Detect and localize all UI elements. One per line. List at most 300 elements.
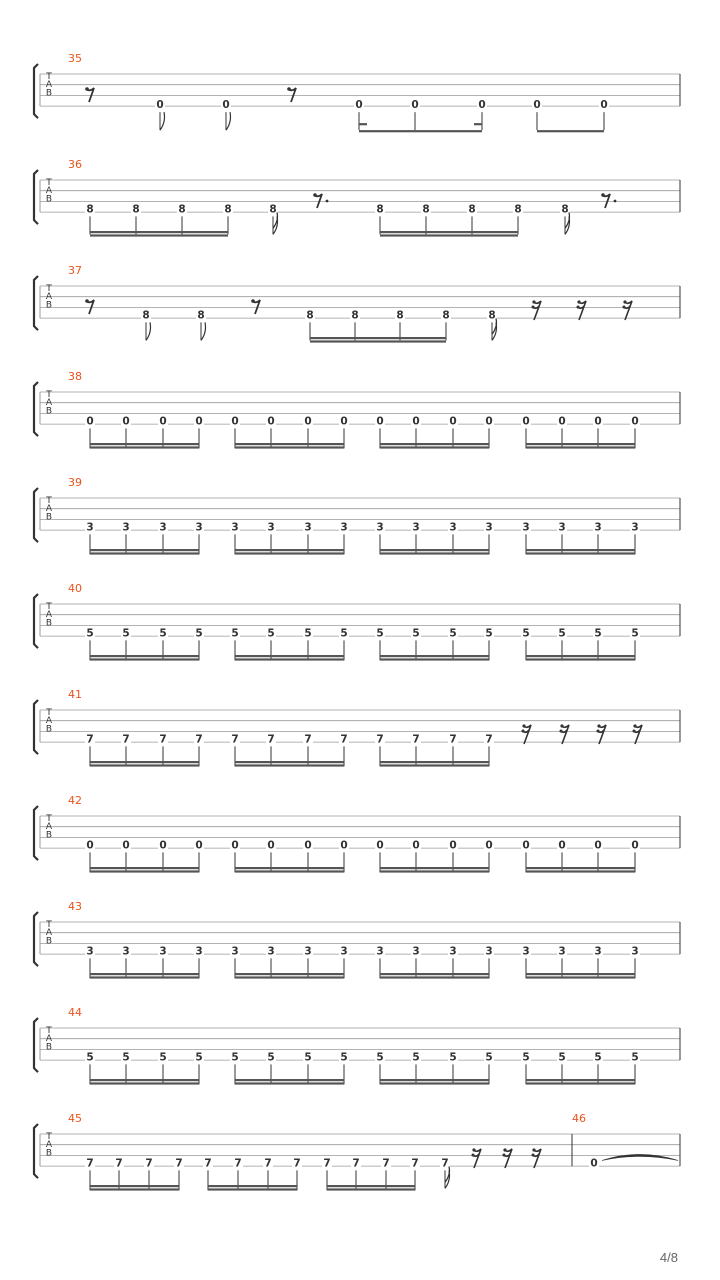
measure-number: 41 [68, 688, 82, 701]
note-beam [526, 867, 635, 869]
measure-number: 39 [68, 476, 82, 489]
fret-number: 3 [449, 521, 457, 534]
fret-number: 5 [485, 627, 493, 640]
rest-dot [614, 200, 617, 203]
fret-number: 7 [145, 1157, 153, 1170]
note-beam [537, 130, 604, 132]
fret-number: 0 [412, 415, 420, 428]
note-beam [526, 658, 635, 660]
fret-number: 5 [449, 1051, 457, 1064]
note-flag [226, 112, 231, 130]
fret-number: 5 [86, 1051, 94, 1064]
sixteenth-rest [522, 724, 525, 727]
note-beam [90, 764, 199, 766]
fret-number: 3 [522, 945, 530, 958]
fret-number: 7 [175, 1157, 183, 1170]
fret-number: 3 [631, 521, 639, 534]
fret-number: 7 [412, 733, 420, 746]
fret-number: 7 [340, 733, 348, 746]
fret-number: 5 [231, 627, 239, 640]
fret-number: 3 [449, 945, 457, 958]
note-beam [90, 870, 199, 872]
clef-letter: B [45, 406, 53, 417]
fret-number: 8 [561, 203, 569, 216]
system-bracket [34, 1018, 38, 1072]
sixteenth-rest [503, 1149, 512, 1168]
note-beam [380, 552, 489, 554]
system-bracket [34, 912, 38, 966]
note-beam [235, 764, 344, 766]
clef-letter: T [46, 814, 52, 824]
fret-number: 5 [485, 1051, 493, 1064]
fret-number: 0 [411, 99, 419, 112]
clef-letter: A [45, 716, 53, 727]
system-bracket [34, 64, 38, 118]
fret-number: 5 [631, 627, 639, 640]
fret-number: 0 [485, 415, 493, 428]
note-beam [90, 867, 199, 869]
fret-number: 7 [411, 1157, 419, 1170]
clef-letter: A [45, 1140, 53, 1151]
fret-number: 3 [195, 945, 203, 958]
fret-number: 5 [267, 1051, 275, 1064]
clef-letter: B [45, 830, 53, 841]
sixteenth-rest [560, 725, 569, 744]
fret-number: 5 [376, 1051, 384, 1064]
fret-number: 3 [231, 945, 239, 958]
fret-number: 8 [197, 309, 205, 322]
fret-number: 3 [304, 521, 312, 534]
eighth-rest [85, 299, 89, 303]
fret-number: 3 [412, 521, 420, 534]
sixteenth-rest [532, 1154, 535, 1157]
note-flag [146, 322, 151, 340]
fret-number: 5 [558, 1051, 566, 1064]
note-beam [235, 552, 344, 554]
system-bracket [34, 700, 38, 754]
sixteenth-rest [577, 301, 586, 320]
sixteenth-rest [597, 725, 606, 744]
note-beam [90, 1082, 199, 1084]
note-beam [310, 337, 446, 339]
note-beam [90, 1079, 199, 1081]
fret-number: 7 [195, 733, 203, 746]
fret-number: 7 [264, 1157, 272, 1170]
sixteenth-rest [532, 300, 535, 303]
fret-number: 5 [340, 627, 348, 640]
fret-number: 7 [115, 1157, 123, 1170]
note-beam [327, 1188, 415, 1190]
fret-number: 3 [340, 945, 348, 958]
measure-number: 43 [68, 900, 82, 913]
fret-number: 8 [178, 203, 186, 216]
sixteenth-rest [623, 301, 632, 320]
note-beam [359, 130, 482, 132]
sixteenth-rest [532, 306, 535, 309]
fret-number: 8 [269, 203, 277, 216]
clef-letter: T [46, 496, 52, 506]
note-beam [235, 658, 344, 660]
fret-number: 7 [231, 733, 239, 746]
fret-number: 0 [590, 1157, 598, 1170]
note-beam [359, 123, 367, 125]
note-beam [380, 658, 489, 660]
note-beam [526, 446, 635, 448]
fret-number: 0 [159, 839, 167, 852]
note-beam [235, 443, 344, 445]
fret-number: 5 [304, 1051, 312, 1064]
fret-number: 8 [224, 203, 232, 216]
note-beam [235, 761, 344, 763]
note-beam [380, 549, 489, 551]
fret-number: 8 [442, 309, 450, 322]
clef-letter: T [46, 602, 52, 612]
note-beam [90, 446, 199, 448]
system-bracket [34, 382, 38, 436]
note-beam [235, 870, 344, 872]
fret-number: 0 [449, 415, 457, 428]
fret-number: 0 [558, 839, 566, 852]
measure-number: 46 [572, 1112, 586, 1125]
fret-number: 3 [231, 521, 239, 534]
fret-number: 3 [594, 945, 602, 958]
sixteenth-rest [597, 730, 600, 733]
fret-number: 5 [522, 1051, 530, 1064]
eighth-rest [313, 193, 317, 197]
fret-number: 0 [159, 415, 167, 428]
clef-letter: A [45, 292, 53, 303]
fret-number: 3 [122, 945, 130, 958]
clef-letter: A [45, 928, 53, 939]
clef-letter: B [45, 1148, 53, 1159]
clef-letter: B [45, 194, 53, 205]
note-beam [380, 976, 489, 978]
fret-number: 8 [86, 203, 94, 216]
fret-number: 0 [631, 415, 639, 428]
fret-number: 0 [340, 415, 348, 428]
note-beam [235, 655, 344, 657]
page-number: 4/8 [659, 1250, 678, 1265]
fret-number: 8 [306, 309, 314, 322]
fret-number: 7 [485, 733, 493, 746]
note-flag [201, 322, 206, 340]
fret-number: 7 [86, 733, 94, 746]
note-beam [526, 549, 635, 551]
fret-number: 0 [594, 415, 602, 428]
note-beam [380, 764, 489, 766]
fret-number: 3 [267, 521, 275, 534]
measure-number: 44 [68, 1006, 82, 1019]
fret-number: 5 [558, 627, 566, 640]
sixteenth-rest [532, 1149, 541, 1168]
note-beam [474, 123, 482, 125]
clef-letter: T [46, 1132, 52, 1142]
fret-number: 8 [132, 203, 140, 216]
note-beam [380, 870, 489, 872]
fret-number: 8 [396, 309, 404, 322]
sixteenth-rest [560, 730, 563, 733]
system-bracket [34, 806, 38, 860]
note-beam [526, 973, 635, 975]
clef-letter: A [45, 398, 53, 409]
fret-number: 5 [195, 627, 203, 640]
fret-number: 5 [449, 627, 457, 640]
clef-letter: B [45, 512, 53, 523]
measure-number: 42 [68, 794, 82, 807]
sixteenth-rest [560, 724, 563, 727]
fret-number: 0 [222, 99, 230, 112]
fret-number: 5 [195, 1051, 203, 1064]
measure-number: 45 [68, 1112, 82, 1125]
measure-number: 37 [68, 264, 82, 277]
note-beam [90, 976, 199, 978]
fret-number: 0 [412, 839, 420, 852]
fret-number: 7 [122, 733, 130, 746]
note-beam [235, 549, 344, 551]
note-beam [90, 655, 199, 657]
clef-letter: T [46, 708, 52, 718]
note-beam [380, 655, 489, 657]
fret-number: 5 [594, 627, 602, 640]
fret-number: 7 [323, 1157, 331, 1170]
note-beam [526, 1079, 635, 1081]
fret-number: 0 [533, 99, 541, 112]
clef-letter: A [45, 610, 53, 621]
fret-number: 0 [594, 839, 602, 852]
fret-number: 5 [86, 627, 94, 640]
clef-letter: T [46, 178, 52, 188]
fret-number: 7 [204, 1157, 212, 1170]
eighth-rest [251, 299, 255, 303]
clef-letter: T [46, 390, 52, 400]
sixteenth-rest [522, 730, 525, 733]
clef-letter: B [45, 618, 53, 629]
fret-number: 7 [234, 1157, 242, 1170]
note-beam [90, 552, 199, 554]
clef-letter: A [45, 186, 53, 197]
fret-number: 8 [376, 203, 384, 216]
fret-number: 5 [412, 1051, 420, 1064]
clef-letter: A [45, 822, 53, 833]
system-bracket [34, 488, 38, 542]
clef-letter: B [45, 936, 53, 947]
note-beam [380, 867, 489, 869]
fret-number: 8 [422, 203, 430, 216]
fret-number: 5 [122, 1051, 130, 1064]
note-beam [380, 231, 518, 233]
sixteenth-rest [633, 725, 642, 744]
clef-letter: B [45, 300, 53, 311]
fret-number: 3 [122, 521, 130, 534]
note-beam [90, 1185, 179, 1187]
measure-number: 40 [68, 582, 82, 595]
note-beam [90, 973, 199, 975]
note-beam [380, 1082, 489, 1084]
note-beam [380, 234, 518, 236]
fret-number: 8 [488, 309, 496, 322]
fret-number: 0 [355, 99, 363, 112]
note-beam [235, 867, 344, 869]
clef-letter: B [45, 88, 53, 99]
fret-number: 0 [304, 839, 312, 852]
rest-dot [326, 200, 329, 203]
fret-number: 8 [351, 309, 359, 322]
clef-letter: T [46, 1026, 52, 1036]
fret-number: 0 [376, 415, 384, 428]
sixteenth-rest [503, 1154, 506, 1157]
fret-number: 0 [195, 415, 203, 428]
clef-letter: A [45, 1034, 53, 1045]
fret-number: 7 [304, 733, 312, 746]
fret-number: 0 [449, 839, 457, 852]
fret-number: 0 [631, 839, 639, 852]
fret-number: 0 [86, 415, 94, 428]
fret-number: 3 [558, 521, 566, 534]
clef-letter: T [46, 72, 52, 82]
fret-number: 0 [485, 839, 493, 852]
note-flag [160, 112, 165, 130]
fret-number: 0 [376, 839, 384, 852]
note-beam [208, 1188, 297, 1190]
sixteenth-rest [633, 724, 636, 727]
fret-number: 0 [522, 839, 530, 852]
fret-number: 3 [485, 945, 493, 958]
fret-number: 3 [304, 945, 312, 958]
note-beam [526, 870, 635, 872]
note-beam [90, 443, 199, 445]
fret-number: 5 [340, 1051, 348, 1064]
sixteenth-rest [532, 1148, 535, 1151]
system-bracket [34, 170, 38, 224]
sixteenth-rest [532, 301, 541, 320]
note-beam [90, 1188, 179, 1190]
fret-number: 5 [376, 627, 384, 640]
fret-number: 3 [159, 521, 167, 534]
fret-number: 8 [468, 203, 476, 216]
clef-letter: B [45, 724, 53, 735]
fret-number: 5 [267, 627, 275, 640]
eighth-rest [85, 87, 89, 91]
sixteenth-rest [623, 306, 626, 309]
fret-number: 7 [159, 733, 167, 746]
fret-number: 5 [122, 627, 130, 640]
clef-letter: A [45, 504, 53, 515]
sixteenth-rest [623, 300, 626, 303]
fret-number: 3 [86, 945, 94, 958]
sixteenth-rest [577, 306, 580, 309]
fret-number: 0 [478, 99, 486, 112]
note-beam [235, 1079, 344, 1081]
note-beam [90, 234, 228, 236]
fret-number: 5 [594, 1051, 602, 1064]
note-beam [526, 976, 635, 978]
note-beam [235, 976, 344, 978]
note-beam [235, 973, 344, 975]
fret-number: 0 [122, 415, 130, 428]
note-beam [208, 1185, 297, 1187]
system-bracket [34, 276, 38, 330]
fret-number: 0 [340, 839, 348, 852]
measure-number: 35 [68, 52, 82, 65]
eighth-rest [287, 87, 291, 91]
fret-number: 0 [558, 415, 566, 428]
fret-number: 0 [195, 839, 203, 852]
system-bracket [34, 1124, 38, 1178]
fret-number: 5 [631, 1051, 639, 1064]
fret-number: 5 [231, 1051, 239, 1064]
sixteenth-rest [633, 730, 636, 733]
fret-number: 7 [293, 1157, 301, 1170]
note-beam [380, 446, 489, 448]
fret-number: 8 [142, 309, 150, 322]
note-beam [310, 340, 446, 342]
fret-number: 8 [514, 203, 522, 216]
fret-number: 3 [558, 945, 566, 958]
fret-number: 0 [267, 839, 275, 852]
fret-number: 0 [267, 415, 275, 428]
fret-number: 3 [195, 521, 203, 534]
fret-number: 7 [441, 1157, 449, 1170]
note-beam [235, 1082, 344, 1084]
clef-letter: B [45, 1042, 53, 1053]
note-beam [526, 655, 635, 657]
fret-number: 0 [86, 839, 94, 852]
eighth-rest [601, 193, 605, 197]
sixteenth-rest [577, 300, 580, 303]
fret-number: 5 [159, 627, 167, 640]
fret-number: 3 [267, 945, 275, 958]
fret-number: 3 [376, 945, 384, 958]
note-beam [327, 1185, 415, 1187]
note-beam [90, 658, 199, 660]
fret-number: 7 [86, 1157, 94, 1170]
note-beam [90, 549, 199, 551]
fret-number: 0 [522, 415, 530, 428]
note-beam [235, 446, 344, 448]
fret-number: 5 [522, 627, 530, 640]
fret-number: 0 [122, 839, 130, 852]
fret-number: 3 [159, 945, 167, 958]
fret-number: 7 [352, 1157, 360, 1170]
fret-number: 7 [267, 733, 275, 746]
note-beam [90, 231, 228, 233]
note-beam [380, 443, 489, 445]
sixteenth-rest [472, 1154, 475, 1157]
sixteenth-rest [597, 724, 600, 727]
note-beam [380, 761, 489, 763]
note-beam [90, 761, 199, 763]
fret-number: 3 [376, 521, 384, 534]
fret-number: 0 [156, 99, 164, 112]
sixteenth-rest [503, 1148, 506, 1151]
clef-letter: T [46, 920, 52, 930]
note-beam [526, 552, 635, 554]
sixteenth-rest [472, 1148, 475, 1151]
measure-number: 36 [68, 158, 82, 171]
fret-number: 5 [159, 1051, 167, 1064]
note-beam [526, 1082, 635, 1084]
fret-number: 0 [600, 99, 608, 112]
clef-letter: T [46, 284, 52, 294]
fret-number: 0 [231, 839, 239, 852]
fret-number: 5 [412, 627, 420, 640]
note-beam [526, 443, 635, 445]
fret-number: 0 [304, 415, 312, 428]
fret-number: 7 [376, 733, 384, 746]
fret-number: 7 [449, 733, 457, 746]
fret-number: 7 [382, 1157, 390, 1170]
sixteenth-rest [472, 1149, 481, 1168]
